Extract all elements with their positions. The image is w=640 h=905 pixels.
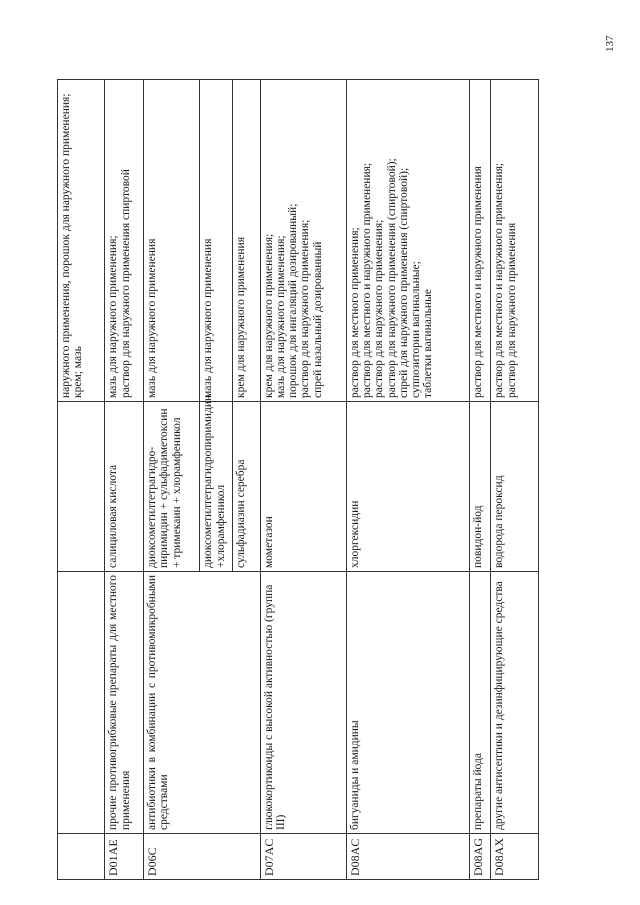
table-row xyxy=(58,80,105,880)
drug-name: салициловая кислота xyxy=(105,402,144,572)
drug-name: водорода пероксид xyxy=(491,402,539,572)
atc-code: D06C xyxy=(144,834,260,880)
drug-name: сульфадиазин серебра xyxy=(232,402,260,572)
dosage-form: раствор для местного и наружного применения; раствор для наружного применения xyxy=(491,80,539,402)
dosage-form: раствор для местного применения; раствор для местного и наружного применения; раствор для наружного применения; раствор для наружного применения (спиртовой); спрей для наружного применения (спиртовой); суппозитории вагинальные; таблетки вагинальные xyxy=(346,80,469,402)
dosage-form: крем для наружного применения; мазь для наружного применения; порошок для ингаляций дозированный; раствор для наружного применения; спрей назальный дозированный xyxy=(260,80,346,402)
group-name: другие антисептики и дезинфицирующие средства xyxy=(491,572,539,834)
group-name: препараты йода xyxy=(469,572,491,834)
drug-name: диоксометилтетрагидро-пиримидин + сульфадиметоксин + тримекаин + хлорамфеникол xyxy=(144,402,200,572)
drug-table xyxy=(57,79,539,880)
table-row xyxy=(105,80,144,880)
dosage-form: мазь для наружного применения xyxy=(200,80,232,402)
drug-name xyxy=(58,402,105,572)
group-name xyxy=(58,572,105,834)
atc-code: D07AC xyxy=(260,834,346,880)
drug-name: повидон-йод xyxy=(469,402,491,572)
group-name: бигуаниды и амидины xyxy=(346,572,469,834)
atc-code xyxy=(58,834,105,880)
group-name: антибиотики в комбинации с противомикробными средствами xyxy=(144,572,260,834)
atc-code: D08AX xyxy=(491,834,539,880)
group-name: прочие противогрибковые препараты для местного применения xyxy=(105,572,144,834)
atc-code: D01AE xyxy=(105,834,144,880)
drug-name: хлоргексидин xyxy=(346,402,469,572)
drug-name: мометазон xyxy=(260,402,346,572)
dosage-form: мазь для наружного применения; раствор для наружного применения спиртовой xyxy=(105,80,144,402)
table-row xyxy=(144,80,200,880)
rotated-table-container xyxy=(57,80,539,880)
atc-code: D08AG xyxy=(469,834,491,880)
dosage-form: крем для наружного применения xyxy=(232,80,260,402)
drug-name: диоксометилтетрагидропиримидин +хлорамфеникол xyxy=(200,402,232,572)
table-row xyxy=(346,80,469,880)
atc-code: D08AC xyxy=(346,834,469,880)
table-row xyxy=(260,80,346,880)
dosage-form: мазь для наружного применения xyxy=(144,80,200,402)
dosage-form: раствор для местного и наружного применения xyxy=(469,80,491,402)
table-row xyxy=(491,80,539,880)
group-name: глюкокортикоиды с высокой активностью (группа III) xyxy=(260,572,346,834)
page-number: 137 xyxy=(604,35,616,52)
dosage-form: наружного применения, порошок для наружного применения; крем; мазь xyxy=(58,80,105,402)
table-row xyxy=(469,80,491,880)
